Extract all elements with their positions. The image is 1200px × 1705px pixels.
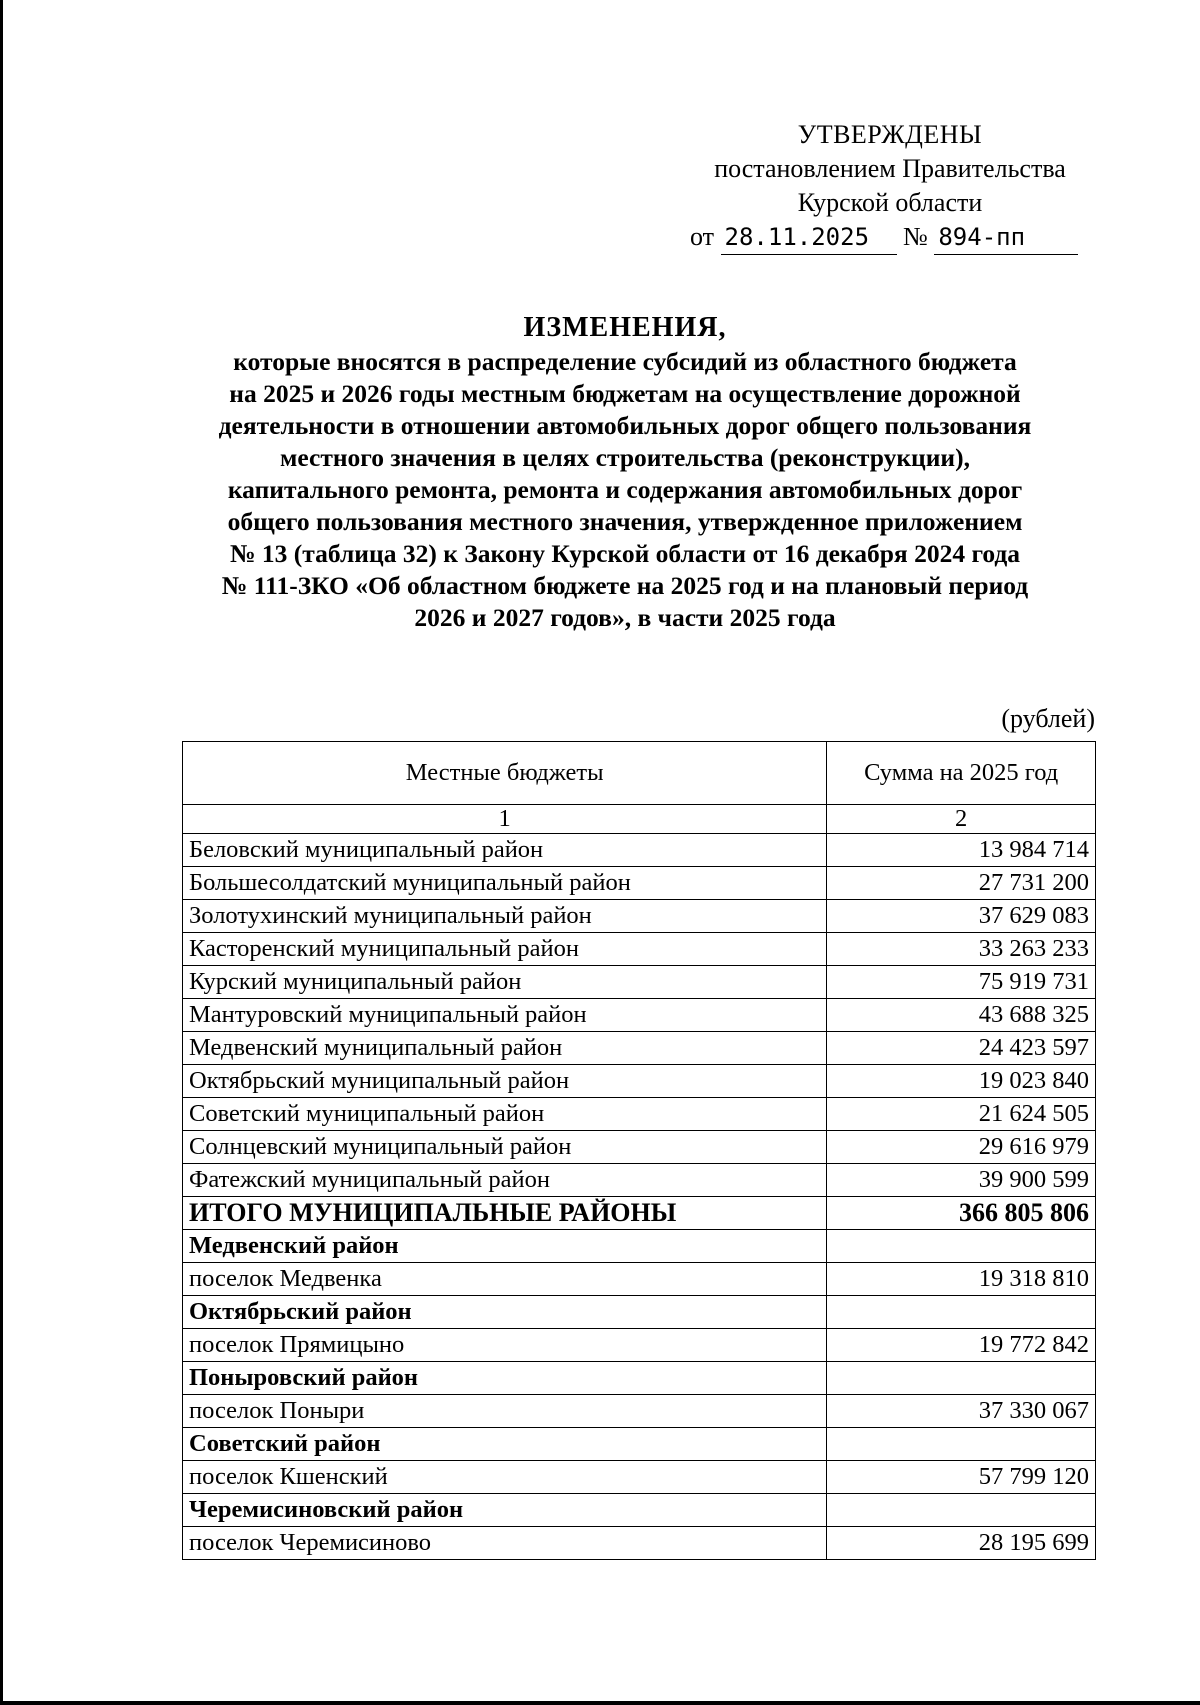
row-sum: 57 799 120 bbox=[827, 1461, 1096, 1494]
row-sum: 39 900 599 bbox=[827, 1164, 1096, 1197]
row-name: поселок Прямицыно bbox=[183, 1329, 827, 1362]
group-name: Черемисиновский район bbox=[183, 1494, 827, 1527]
header-sum-2025: Сумма на 2025 год bbox=[827, 742, 1096, 805]
date-prefix: от bbox=[690, 222, 715, 251]
heading-title: ИЗМЕНЕНИЯ, bbox=[523, 312, 727, 343]
row-sum: 24 423 597 bbox=[827, 1032, 1096, 1065]
heading-line: капитального ремонта, ремонта и содержания автомобильных дорог bbox=[227, 475, 1023, 504]
approval-number: 894-пп bbox=[934, 220, 1078, 255]
table-row bbox=[183, 1263, 1096, 1296]
table-row bbox=[183, 1032, 1096, 1065]
row-sum: 43 688 325 bbox=[827, 999, 1096, 1032]
table-row bbox=[183, 966, 1096, 999]
group-name: Советский район bbox=[183, 1428, 827, 1461]
group-row bbox=[183, 1230, 1096, 1263]
row-sum: 19 023 840 bbox=[827, 1065, 1096, 1098]
table-row bbox=[183, 1164, 1096, 1197]
row-name: Беловский муниципальный район bbox=[183, 834, 827, 867]
row-sum: 29 616 979 bbox=[827, 1131, 1096, 1164]
approval-line-2: Курской области bbox=[797, 188, 983, 217]
table-row bbox=[183, 900, 1096, 933]
row-name: поселок Черемисиново bbox=[183, 1527, 827, 1560]
row-sum: 37 330 067 bbox=[827, 1395, 1096, 1428]
total-name: ИТОГО МУНИЦИПАЛЬНЫЕ РАЙОНЫ bbox=[183, 1197, 827, 1230]
row-name: Советский муниципальный район bbox=[183, 1098, 827, 1131]
table-row bbox=[183, 1065, 1096, 1098]
table-row bbox=[183, 1329, 1096, 1362]
row-name: Солнцевский муниципальный район bbox=[183, 1131, 827, 1164]
row-name: Касторенский муниципальный район bbox=[183, 933, 827, 966]
table-row bbox=[183, 1527, 1096, 1560]
heading-line: которые вносятся в распределение субсидий из областного бюджета bbox=[233, 347, 1017, 376]
row-sum: 13 984 714 bbox=[827, 834, 1096, 867]
group-empty-cell bbox=[827, 1428, 1096, 1461]
approval-title: УТВЕРЖДЕНЫ bbox=[797, 120, 983, 149]
row-sum: 33 263 233 bbox=[827, 933, 1096, 966]
budget-table bbox=[182, 741, 1096, 1560]
group-empty-cell bbox=[827, 1296, 1096, 1329]
row-name: поселок Кшенский bbox=[183, 1461, 827, 1494]
row-name: поселок Медвенка bbox=[183, 1263, 827, 1296]
group-name: Медвенский район bbox=[183, 1230, 827, 1263]
group-row bbox=[183, 1428, 1096, 1461]
row-sum: 75 919 731 bbox=[827, 966, 1096, 999]
row-name: Октябрьский муниципальный район bbox=[183, 1065, 827, 1098]
group-name: Поныровский район bbox=[183, 1362, 827, 1395]
heading-line: на 2025 и 2026 годы местным бюджетам на осуществление дорожной bbox=[229, 379, 1021, 408]
column-index: 1 bbox=[183, 805, 827, 834]
row-sum: 21 624 505 bbox=[827, 1098, 1096, 1131]
row-sum: 37 629 083 bbox=[827, 900, 1096, 933]
row-name: Большесолдатский муниципальный район bbox=[183, 867, 827, 900]
heading-line: 2026 и 2027 годов», в части 2025 года bbox=[414, 603, 836, 632]
table-row bbox=[183, 933, 1096, 966]
row-name: Фатежский муниципальный район bbox=[183, 1164, 827, 1197]
scan-edge-left bbox=[0, 0, 3, 1705]
row-name: Медвенский муниципальный район bbox=[183, 1032, 827, 1065]
heading-line: общего пользования местного значения, утвержденное приложением bbox=[227, 507, 1023, 536]
row-sum: 27 731 200 bbox=[827, 867, 1096, 900]
heading-line: местного значения в целях строительства (реконструкции), bbox=[280, 443, 970, 472]
row-name: Золотухинский муниципальный район bbox=[183, 900, 827, 933]
total-sum: 366 805 806 bbox=[827, 1197, 1096, 1230]
heading-line: № 111-ЗКО «Об областном бюджете на 2025 год и на плановый период bbox=[221, 571, 1029, 600]
row-name: Курский муниципальный район bbox=[183, 966, 827, 999]
row-sum: 19 318 810 bbox=[827, 1263, 1096, 1296]
row-name: поселок Поныри bbox=[183, 1395, 827, 1428]
column-index: 2 bbox=[827, 805, 1096, 834]
approval-line-1: постановлением Правительства bbox=[714, 154, 1066, 183]
row-sum: 28 195 699 bbox=[827, 1527, 1096, 1560]
table-header-row bbox=[183, 742, 1096, 805]
units-label: (рублей) bbox=[1001, 704, 1095, 733]
group-empty-cell bbox=[827, 1494, 1096, 1527]
table-row bbox=[183, 1395, 1096, 1428]
approval-date-row bbox=[690, 220, 1090, 255]
table-row bbox=[183, 1098, 1096, 1131]
approval-date: 28.11.2025 bbox=[721, 220, 897, 255]
row-name: Мантуровский муниципальный район bbox=[183, 999, 827, 1032]
group-row bbox=[183, 1296, 1096, 1329]
group-row bbox=[183, 1362, 1096, 1395]
table-row bbox=[183, 1131, 1096, 1164]
group-empty-cell bbox=[827, 1230, 1096, 1263]
table-row bbox=[183, 1461, 1096, 1494]
group-row bbox=[183, 1494, 1096, 1527]
number-prefix: № bbox=[903, 222, 928, 251]
table-row bbox=[183, 999, 1096, 1032]
table-row bbox=[183, 867, 1096, 900]
row-sum: 19 772 842 bbox=[827, 1329, 1096, 1362]
table-row bbox=[183, 834, 1096, 867]
group-empty-cell bbox=[827, 1362, 1096, 1395]
scan-edge-bottom bbox=[0, 1701, 1200, 1705]
total-row bbox=[183, 1197, 1096, 1230]
approval-stamp bbox=[690, 118, 1090, 255]
header-local-budgets: Местные бюджеты bbox=[183, 742, 827, 805]
document-heading bbox=[160, 310, 1090, 634]
heading-line: деятельности в отношении автомобильных дорог общего пользования bbox=[218, 411, 1032, 440]
group-name: Октябрьский район bbox=[183, 1296, 827, 1329]
heading-line: № 13 (таблица 32) к Закону Курской области от 16 декабря 2024 года bbox=[229, 539, 1021, 568]
column-index-row bbox=[183, 805, 1096, 834]
